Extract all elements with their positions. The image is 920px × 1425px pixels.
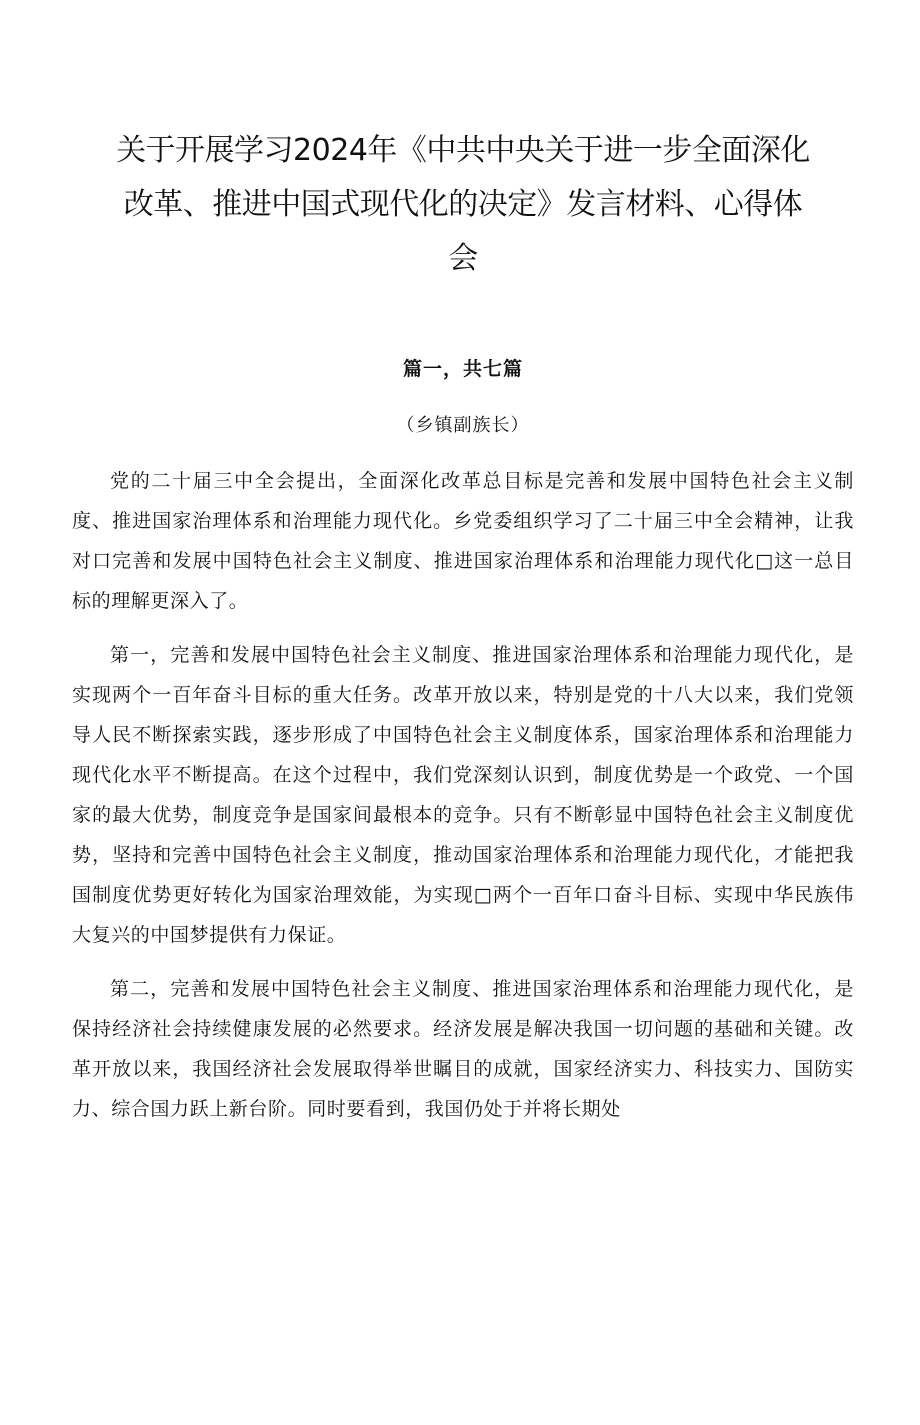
title-line-3: 会: [448, 241, 478, 276]
document-page: [0, 124, 920, 1425]
paragraph-second-point: 第二，完善和发展中国特色社会主义制度、推进国家治理体系和治理能力现代化，是保持经济社会持续健康发展的必然要求。经济发展是解决我国一切问题的基础和关键。改革开放以来，我国经济社会发展取得举世瞩目的成就，国家经济实力、科技实力、国防实力、综合国力跃上新台阶。同时要看到，我国仍处于并将长期处: [72, 978, 854, 1120]
paragraph-intro: 党的二十届三中全会提出，全面深化改革总目标是完善和发展中国特色社会主义制度、推进国家治理体系和治理能力现代化。乡党委组织学习了二十届三中全会精神，让我对口完善和发展中国特色社会主义制度、推进国家治理体系和治理能力现代化□这一总目标的理解更深入了。: [72, 470, 854, 612]
author-line: （乡镇副族长）: [396, 415, 530, 436]
title-line-2: 改革、推进中国式现代化的决定》发言材料、心得体: [123, 187, 803, 222]
document-title: [72, 124, 854, 286]
title-line-1: 关于开展学习2024年《中共中央关于进一步全面深化: [116, 133, 810, 168]
section-heading: 篇一，共七篇: [402, 358, 523, 380]
paragraph-first-point: 第一，完善和发展中国特色社会主义制度、推进国家治理体系和治理能力现代化，是实现两个一百年奋斗目标的重大任务。改革开放以来，特别是党的十八大以来，我们党领导人民不断探索实践，逐步形成了中国特色社会主义制度体系，国家治理体系和治理能力现代化水平不断提高。在这个过程中，我们党深刻认识到，制度优势是一个政党、一个国家的最大优势，制度竞争是国家间最根本的竞争。只有不断彰显中国特色社会主义制度优势，坚持和完善中国特色社会主义制度，推动国家治理体系和治理能力现代化，才能把我国制度优势更好转化为国家治理效能，为实现□两个一百年口奋斗目标、实现中华民族伟大复兴的中国梦提供有力保证。: [72, 644, 854, 946]
